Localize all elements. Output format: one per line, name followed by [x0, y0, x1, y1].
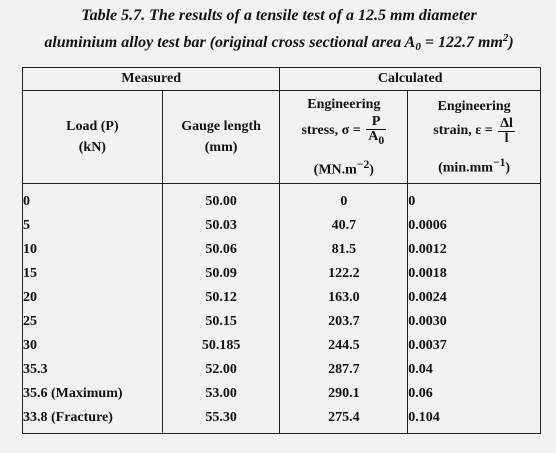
gauge-header-line-1: Gauge length — [181, 119, 261, 134]
cell-load: 10 — [23, 238, 163, 262]
stress-unit-prefix: (MN.m — [313, 162, 357, 178]
stress-denominator-symbol: A — [368, 128, 379, 144]
column-header-row — [23, 91, 541, 184]
column-header-gauge-length — [162, 91, 280, 184]
cell-gauge-length: 50.00 — [162, 184, 280, 215]
table-body — [23, 184, 541, 434]
strain-unit-prefix: (min.mm — [438, 160, 493, 176]
cell-strain: 0.0037 — [408, 334, 541, 358]
cell-stress: 81.5 — [280, 238, 408, 262]
cell-strain: 0.104 — [408, 406, 541, 434]
table-row — [23, 286, 541, 310]
stress-unit-suffix: ) — [369, 162, 374, 178]
cell-load: 0 — [23, 184, 163, 215]
cell-gauge-length: 50.03 — [162, 214, 280, 238]
cell-load: 5 — [23, 214, 163, 238]
cell-stress: 290.1 — [280, 382, 408, 406]
cell-strain: 0.06 — [408, 382, 541, 406]
strain-unit-superscript: −1 — [492, 155, 506, 169]
cell-stress: 122.2 — [280, 262, 408, 286]
caption-superscript: 2 — [502, 32, 509, 44]
stress-header-formula — [301, 113, 386, 147]
stress-denominator-subscript: 0 — [378, 133, 385, 147]
table-row — [23, 334, 541, 358]
strain-header-line-1: Engineering — [437, 98, 511, 114]
strain-fraction-denominator: l — [504, 130, 509, 146]
cell-gauge-length: 55.30 — [162, 406, 280, 434]
group-header-calculated: Calculated — [280, 68, 541, 91]
table-row — [23, 382, 541, 406]
cell-gauge-length: 50.12 — [162, 286, 280, 310]
table-caption-line-2 — [6, 28, 552, 57]
table-row — [23, 238, 541, 262]
strain-formula-prefix: strain, ε = — [433, 123, 493, 139]
table-caption-line-1 — [6, 6, 552, 26]
cell-stress: 244.5 — [280, 334, 408, 358]
table-row — [23, 406, 541, 434]
cell-gauge-length: 50.15 — [162, 310, 280, 334]
cell-gauge-length: 52.00 — [162, 358, 280, 382]
stress-unit-superscript: −2 — [356, 157, 370, 171]
caption-subscript: 0 — [415, 41, 421, 53]
cell-stress: 203.7 — [280, 310, 408, 334]
stress-fraction-denominator — [366, 130, 386, 148]
cell-gauge-length: 50.06 — [162, 238, 280, 262]
cell-stress: 163.0 — [280, 286, 408, 310]
cell-strain: 0.0006 — [408, 214, 541, 238]
cell-load: 35.6 (Maximum) — [23, 382, 163, 406]
cell-strain: 0.0018 — [408, 262, 541, 286]
load-header-line-1: Load (P) — [66, 119, 119, 134]
stress-fraction — [366, 115, 386, 148]
cell-stress: 275.4 — [280, 406, 408, 434]
stress-fraction-numerator: P — [366, 115, 386, 130]
results-table — [22, 67, 541, 434]
strain-header-unit — [408, 152, 540, 179]
cell-load: 35.3 — [23, 358, 163, 382]
strain-header-formula — [433, 115, 515, 146]
stress-header-line-1: Engineering — [307, 96, 381, 112]
strain-fraction — [498, 117, 515, 146]
cell-load: 30 — [23, 334, 163, 358]
table-row — [23, 184, 541, 215]
strain-fraction-numerator: Δl — [500, 115, 513, 131]
cell-stress: 287.7 — [280, 358, 408, 382]
cell-stress: 40.7 — [280, 214, 408, 238]
table-row — [23, 262, 541, 286]
stress-header-unit — [280, 154, 407, 181]
caption-text-2-prefix: aluminium alloy test bar (original cross sectional area A — [44, 34, 416, 51]
cell-load: 20 — [23, 286, 163, 310]
column-header-stress — [280, 91, 408, 184]
load-header-line-2: (kN) — [78, 140, 106, 155]
caption-text-2-suffix: ) — [508, 34, 514, 51]
group-header-row — [23, 68, 541, 91]
cell-strain: 0.04 — [408, 358, 541, 382]
cell-load: 33.8 (Fracture) — [23, 406, 163, 434]
table-row — [23, 310, 541, 334]
cell-strain: 0.0012 — [408, 238, 541, 262]
cell-strain: 0.0030 — [408, 310, 541, 334]
strain-unit-suffix: ) — [505, 160, 511, 176]
cell-load: 25 — [23, 310, 163, 334]
cell-gauge-length: 50.185 — [162, 334, 280, 358]
table-row — [23, 214, 541, 238]
caption-text-2-mid: = 122.7 mm — [420, 34, 503, 51]
cell-load: 15 — [23, 262, 163, 286]
cell-gauge-length: 50.09 — [162, 262, 280, 286]
gauge-header-line-2: (mm) — [204, 140, 238, 155]
cell-stress: 0 — [280, 184, 408, 215]
column-header-strain — [408, 91, 541, 184]
cell-strain: 0.0024 — [408, 286, 541, 310]
caption-text-1: Table 5.7. The results of a tensile test of a 12.5 mm diameter — [81, 7, 477, 24]
column-header-load — [23, 91, 163, 184]
table-row — [23, 358, 541, 382]
group-header-measured: Measured — [23, 68, 280, 91]
cell-strain: 0 — [408, 184, 541, 215]
cell-gauge-length: 53.00 — [162, 382, 280, 406]
stress-formula-prefix: stress, σ = — [301, 123, 361, 139]
